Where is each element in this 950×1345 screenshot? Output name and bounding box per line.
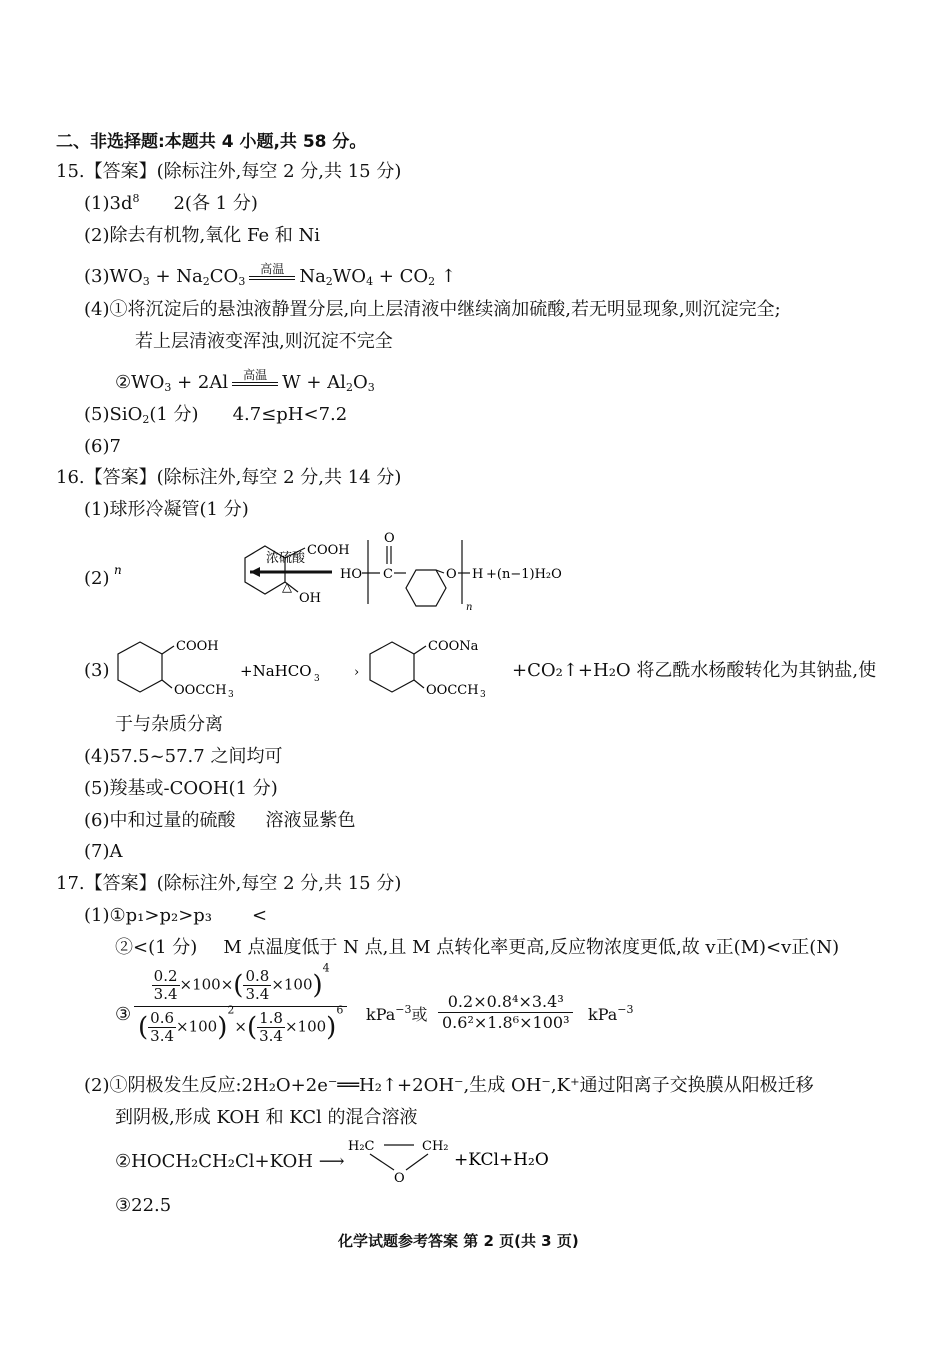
kp-numerator: $\frac{0.2}{3.4}$ ×100×( $\frac{0.8}{3.4}$ ×100)$^4$ xyxy=(134,968,347,1007)
q16-header: 16.【答案】(除标注外,每空 2 分,共 14 分) xyxy=(56,467,402,488)
q15-answer-4-line1: (4)①将沉淀后的悬浊液静置分层,向上层清液中继续滴加硫酸,若无明显现象,则沉淀完全; xyxy=(84,299,781,320)
q16-answer-3-tail: +CO₂↑+H₂O 将乙酰水杨酸转化为其钠盐,使 xyxy=(512,660,877,681)
q17-answer-2-1: (2)①阴极发生反应:2H₂O+2e⁻══H₂↑+2OH⁻,生成 OH⁻,K⁺通过阳离子交换膜从阳极迁移 xyxy=(84,1075,814,1096)
kp-expression xyxy=(134,961,347,1045)
q17-answer-2-1-cont: 到阴极,形成 KOH 和 KCl 的混合溶液 xyxy=(115,1107,418,1128)
cond-top: 浓硫酸 xyxy=(266,551,306,566)
ether-o: O xyxy=(446,567,457,582)
q17-answer-1-2: ②<(1 分) M 点温度低于 N 点,且 M 点转化率更高,反应物浓度更低,故 v正(M)<v正(N) xyxy=(115,937,840,958)
q15-header: 15.【答案】(除标注外,每空 2 分,共 15 分) xyxy=(56,161,402,182)
aspirin-cooh: COOH xyxy=(176,639,219,654)
plus-nahco3: +NaHCO xyxy=(240,662,312,680)
sodium-salt-ester: OOCCH xyxy=(426,683,479,698)
section-title: 二、非选择题:本题共 4 小题,共 58 分。 xyxy=(56,132,367,152)
carbonyl-c: C xyxy=(383,567,393,582)
oh-label: OH xyxy=(299,591,321,606)
q17-answer-2-3: ③22.5 xyxy=(115,1195,172,1216)
q15-answer-3: $(3)WO_3 + Na_2CO_3$ 高温 $Na_2WO_4 + CO_2$ ↑ xyxy=(84,262,456,288)
q16-answer-6: (6)中和过量的硫酸 溶液显紫色 xyxy=(84,810,356,831)
q15-answer-4-line2: 若上层清液变浑浊,则沉淀不完全 xyxy=(135,331,393,352)
q16-answer-5: (5)羧基或-COOH(1 分) xyxy=(84,778,278,799)
carbonyl-o: O xyxy=(384,531,395,546)
q17-header: 17.【答案】(除标注外,每空 2 分,共 15 分) xyxy=(56,873,402,894)
q16-answer-3-label: (3) xyxy=(84,660,110,681)
q15-answer-4-part2: $②WO_3 + 2Al$ 高温 $W + Al_2O_3$ xyxy=(115,368,375,394)
ch2-label: CH₂ xyxy=(422,1139,449,1154)
kp-denominator: ( $\frac{0.6}{3.4}$ ×100)$^2$×( $\frac{1.8}{3.4}$ ×100)$^6$ xyxy=(138,1003,344,1045)
cond-bottom: △ xyxy=(282,580,292,595)
svg-text:3: 3 xyxy=(314,674,320,684)
aspirin-ester: OOCCH xyxy=(174,683,227,698)
polymer-n: n xyxy=(466,602,473,613)
sodium-salt-coona: COONa xyxy=(428,639,479,654)
q16-answer-3-tail2: 于与杂质分离 xyxy=(115,714,223,735)
q16-answer-4: (4)57.5~57.7 之间均可 xyxy=(84,746,283,767)
q17-answer-1-1: (1)①p₁>p₂>p₃ < xyxy=(84,905,268,926)
ethylene-oxide-structure xyxy=(344,1134,584,1186)
kp-unit-2: kPa$^{-3}$ xyxy=(588,1003,634,1024)
kp-unit-1: kPa$^{-3}$或 xyxy=(366,1003,428,1024)
q16-answer-2-label: (2) xyxy=(84,568,110,589)
q16-polymerization-equation xyxy=(110,528,580,618)
page-footer: 化学试题参考答案 第 2 页(共 3 页) xyxy=(338,1232,579,1250)
q16-aspirin-structure xyxy=(110,630,360,700)
polymer-structure xyxy=(340,531,562,613)
cooh-label: COOH xyxy=(307,543,350,558)
water-term: +(n−1)H₂O xyxy=(486,567,562,582)
q16-answer-7: (7)A xyxy=(84,841,123,862)
q17-answer-2-2: ②HOCH₂CH₂Cl+KOH ⟶ xyxy=(115,1151,345,1172)
kp-alt-expression: 0.2×0.8⁴×3.4³ 0.6²×1.8⁶×100³ xyxy=(438,992,573,1033)
q16-sodium-aspirin-structure xyxy=(350,630,510,700)
coefficient-n: n xyxy=(114,563,122,577)
ethylene-oxide-tail: +KCl+H₂O xyxy=(454,1150,549,1170)
q15-answer-2: (2)除去有机物,氧化 Fe 和 Ni xyxy=(84,225,321,246)
q16-answer-1: (1)球形冷凝管(1 分) xyxy=(84,499,249,520)
svg-text:3: 3 xyxy=(480,690,486,700)
epoxide-o: O xyxy=(394,1171,405,1186)
q15-answer-5: (5)SiO$_2$(1 分) 4.7≤pH<7.2 xyxy=(84,404,348,426)
h-label: H xyxy=(472,567,484,582)
q15-answer-6: (6)7 xyxy=(84,436,121,457)
ho-label: HO xyxy=(340,567,362,582)
q17-answer-1-3-label: ③ xyxy=(115,1004,132,1025)
q15-answer-1: $(1)3d^8$ 2(各 1 分) xyxy=(84,192,258,214)
svg-text:›: › xyxy=(354,665,360,680)
svg-text:3: 3 xyxy=(228,690,234,700)
h2c-label: H₂C xyxy=(348,1139,375,1154)
